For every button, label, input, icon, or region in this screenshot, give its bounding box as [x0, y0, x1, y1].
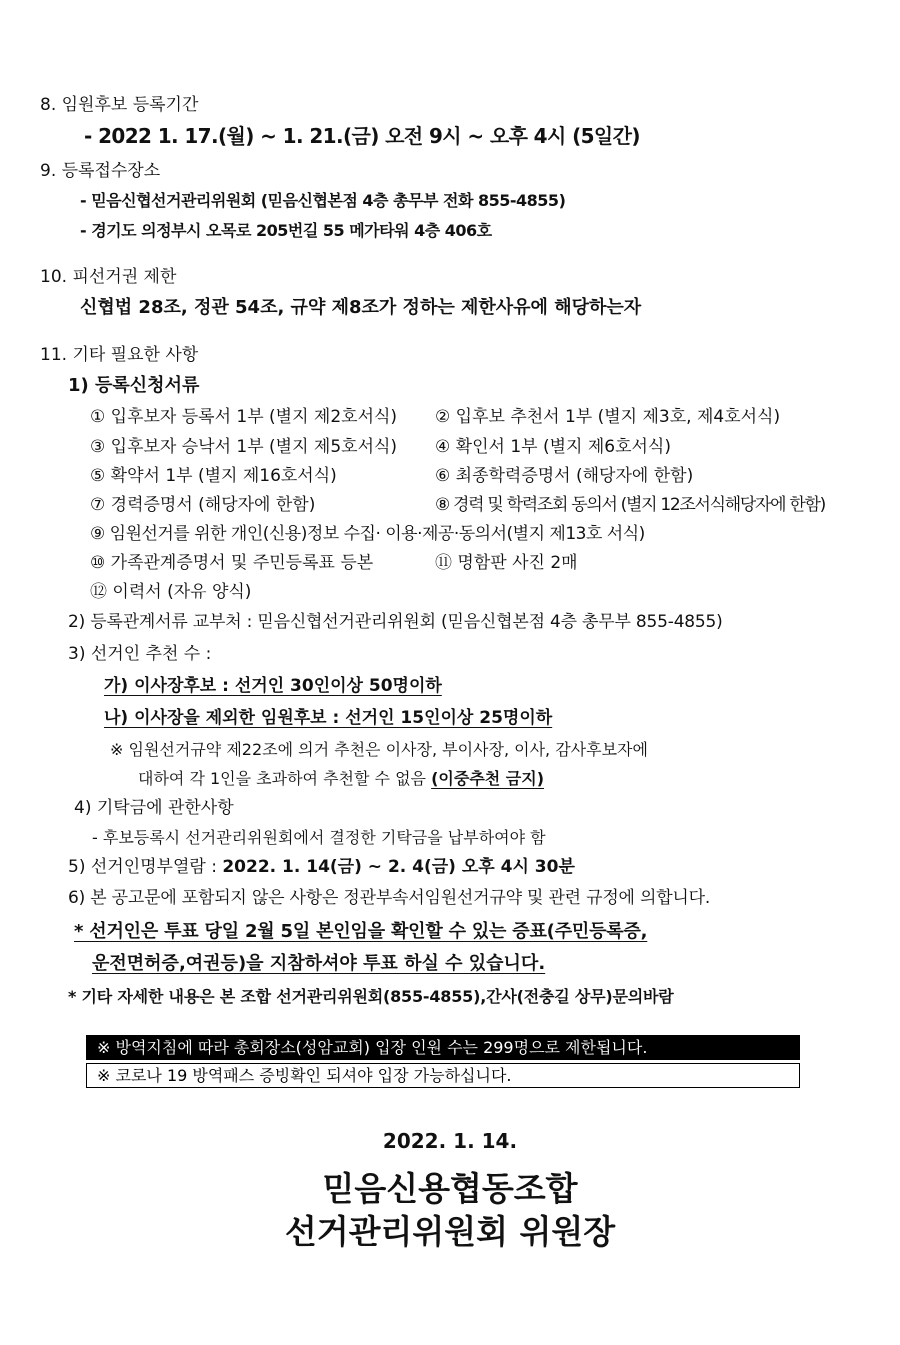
- section-11-heading: 11. 기타 필요한 사항: [40, 345, 199, 365]
- vaccine-pass-notice: ※ 코로나 19 방역패스 증빙확인 되셔야 입장 가능하십니다.: [86, 1063, 800, 1088]
- voter-id-notice-continued: 운전면허증,여권등)을 지참하셔야 투표 하실 수 있습니다.: [92, 953, 546, 974]
- document-item: ⑤ 확약서 1부 (별지 제16호서식): [90, 466, 337, 486]
- recommendation-note: ※ 임원선거규약 제22조에 의거 추천은 이사장, 부이사장, 이사, 감사후보자에: [110, 740, 648, 759]
- section-9-heading: 9. 등록접수장소: [40, 161, 161, 181]
- recommendation-note-continued: [138, 771, 544, 787]
- document-item: ⑪ 명함판 사진 2매: [435, 553, 578, 573]
- section-10-heading: 10. 피선거권 제한: [40, 267, 177, 287]
- document-item: ① 입후보자 등록서 1부 (별지 제2호서식): [90, 407, 398, 427]
- voter-list-viewing-label: 5) 선거인명부열람 :: [68, 857, 223, 877]
- notice-date: 2022. 1. 14.: [382, 1129, 518, 1153]
- organization-name: 믿음신용협동조합: [322, 1169, 578, 1208]
- double-recommendation-ban: (이중추천 금지): [431, 769, 545, 788]
- document-item: ② 입후보 추천서 1부 (별지 제3호, 제4호서식): [435, 407, 781, 427]
- document-item: ④ 확인서 1부 (별지 제6호서식): [435, 437, 671, 457]
- document-item: ⑩ 가족관계증명서 및 주민등록표 등본: [90, 553, 374, 573]
- chairman-candidate-requirement: 가) 이사장후보 : 선거인 30인이상 50명이하: [104, 676, 442, 696]
- voter-id-notice: * 선거인은 투표 당일 2월 5일 본인임을 확인할 수 있는 증표(주민등록증,: [74, 921, 648, 942]
- document-item: ③ 입후보자 승낙서 1부 (별지 제5호서식): [90, 437, 398, 457]
- document-item: ⑥ 최종학력증명서 (해당자에 한함): [435, 466, 694, 486]
- voter-list-viewing-period: 2022. 1. 14(금) ~ 2. 4(금) 오후 4시 30분: [222, 857, 575, 877]
- signer-title: 선거관리위원회 위원장: [284, 1212, 616, 1251]
- voter-list-viewing: [68, 859, 575, 876]
- registration-period: - 2022 1. 17.(월) ~ 1. 21.(금) 오전 9시 ~ 오후 4시 (5일간): [84, 124, 640, 148]
- registration-documents-title: 1) 등록신청서류: [68, 375, 200, 396]
- document-issue-office: 2) 등록관계서류 교부처 : 믿음신협선거관리위원회 (믿음신협본점 4층 총무부 855-4855): [68, 612, 723, 632]
- document-item: ⑦ 경력증명서 (해당자에 한함): [90, 495, 316, 515]
- document-item: ⑨ 임원선거를 위한 개인(신용)정보 수집· 이용·제공·동의서(별지 제13호 서식): [90, 524, 645, 544]
- deposit-heading: 4) 기탁금에 관한사항: [74, 798, 234, 818]
- voter-recommendation-count: 3) 선거인 추천 수 :: [68, 644, 212, 664]
- section-8-heading: 8. 임원후보 등록기간: [40, 95, 199, 115]
- deposit-description: - 후보등록시 선거관리위원회에서 결정한 기탁금을 납부하여야 함: [92, 828, 546, 847]
- registration-place-office: - 믿음신협선거관리위원회 (믿음신협본점 4층 총무부 전화 855-4855): [80, 191, 566, 210]
- officer-candidate-requirement: 나) 이사장을 제외한 임원후보 : 선거인 15인이상 25명이하: [104, 708, 553, 728]
- document-item: ⑧ 경력 및 학력조회 동의서 (별지 12조서식해당자에 한함): [435, 495, 825, 515]
- registration-place-address: - 경기도 의정부시 오목로 205번길 55 메가타워 4층 406호: [80, 221, 492, 240]
- capacity-notice: ※ 방역지침에 따라 총회장소(성암교회) 입장 인원 수는 299명으로 제한됩니다.: [86, 1035, 800, 1060]
- contact-info: * 기타 자세한 내용은 본 조합 선거관리위원회(855-4855),간사(전충길 상무)문의바람: [68, 987, 674, 1006]
- document-item: ⑫ 이력서 (자유 양식): [90, 582, 252, 602]
- eligibility-restriction: 신협법 28조, 정관 54조, 규약 제8조가 정하는 제한사유에 해당하는자: [80, 297, 642, 318]
- recommendation-note-text: 대하여 각 1인을 초과하여 추천할 수 없음: [138, 769, 426, 788]
- other-regulations: 6) 본 공고문에 포함되지 않은 사항은 정관부속서임원선거규약 및 관련 규정에 의합니다.: [68, 888, 711, 908]
